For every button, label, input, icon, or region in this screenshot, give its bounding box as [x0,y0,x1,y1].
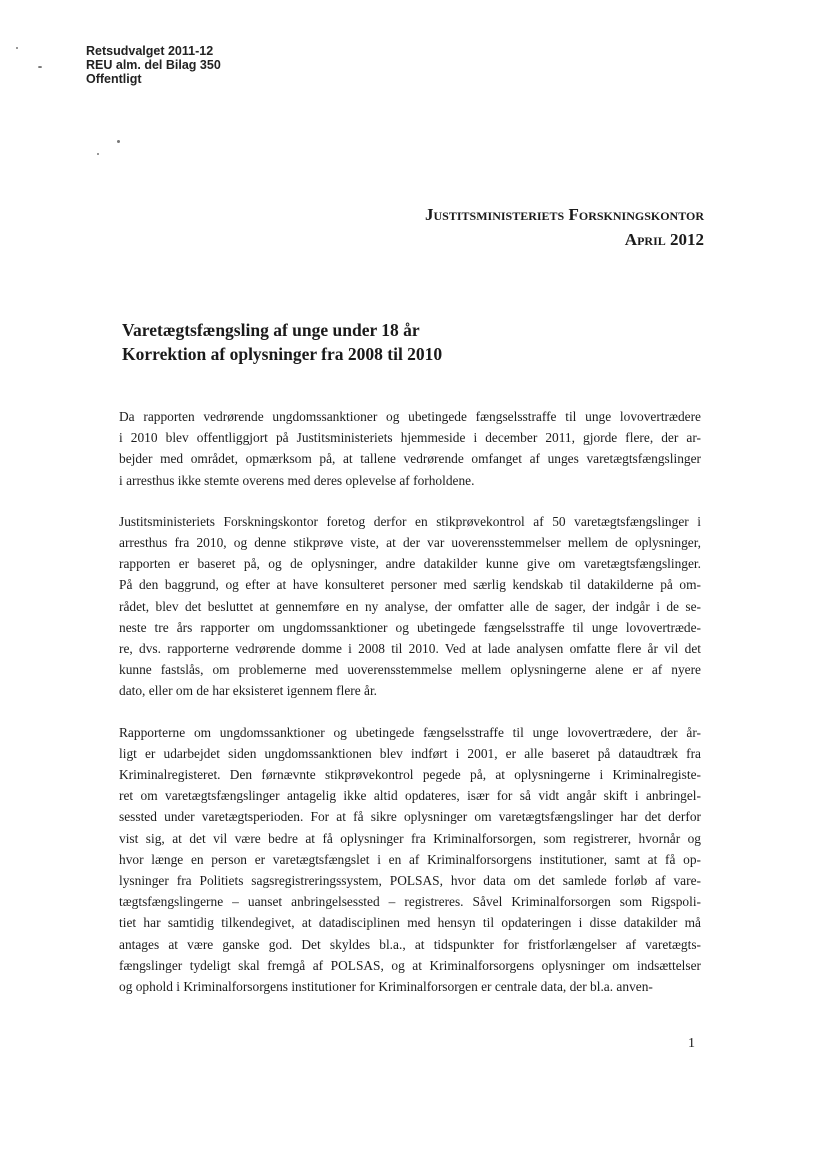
document-body [119,406,701,1017]
scan-speck [97,153,99,155]
paragraph-line: rådet, blev det besluttet at gennemføre en ny analyse, der omfatter alle de sager, der indgår i de se- [119,598,701,614]
paragraph-line: og ophold i Kriminalforsorgens institutioner for Kriminalforsorgen er centrale data, der bl.a. anven- [119,979,653,995]
page-number: 1 [688,1036,695,1051]
paragraph-line: Da rapporten vedrørende ungdomssanktioner og ubetingede fængselsstraffe til unge lovovertrædere [119,409,701,424]
document-title [122,318,442,366]
paragraph-line: På den baggrund, og efter at have konsulteret personer med særlig kendskab til datakilderne på om- [119,577,701,593]
paragraph-line: arresthus fra 2010, og denne stikprøve viste, at der var uoverensstemmelser mellem de oplysninger, [119,535,701,551]
paragraph-line: neste tre års rapporter om ungdomssanktioner og ubetingede fængselsstraffe til unge lovovertræde- [119,619,701,635]
paragraph-line: rapporten er baseret på, og de oplysninger, andre datakilder kunne give om varetægtsfængslinger. [119,556,701,572]
body-paragraph [119,406,701,491]
paragraph-line: i arresthus ikke stemte overens med deres oplevelse af forholdene. [119,472,475,488]
office-name: Justitsministeriets Forskningskontor [425,205,704,224]
scan-speck [16,47,18,49]
paragraph-line: fængslinger tydeligt skal fremgå af POLSAS, og at Kriminalforsorgens oplysninger om indsættelser [119,957,701,973]
paragraph-line: i 2010 blev offentliggjort på Justitsministeriets hjemmeside i december 2011, gjorde flere, der ar- [119,430,701,446]
paragraph-line: ret om varetægtsfængslinger antagelig ikke altid opdateres, især for så vidt angår skift i anbringel- [119,788,701,804]
title-line-2: Korrektion af oplysninger fra 2008 til 2010 [122,344,443,364]
body-paragraph [119,511,701,702]
body-paragraph [119,722,701,998]
paragraph-line: ligt er udarbejdet siden ungdomssanktionen blev indført i 2001, er alle baseret på dataudtræk fra [119,745,701,761]
stamp-status: Offentligt [86,72,142,86]
paragraph-line: tiet har samtidig tilkendegivet, at datadisciplinen med hensyn til opdateringen i disse datakilder må [119,915,701,931]
paragraph-line: sessted under varetægtsperioden. For at få sikre oplysninger om varetægtsfængslinger har det derfor [119,809,701,825]
paragraph-line: Rapporterne om ungdomssanktioner og ubetingede fængselsstraffe til unge lovovertrædere, der år- [119,724,701,740]
paragraph-line: lysninger fra Politiets sagsregistreringssystem, POLSAS, hvor data om det samlede forløb af vare- [119,873,701,889]
paragraph-line: re, dvs. rapporterne vedrørende domme i 2008 til 2010. Ved at lade analysen omfatte flere år vil det [119,641,701,657]
paragraph-line: Justitsministeriets Forskningskontor foretog derfor en stikprøvekontrol af 50 varetægtsfængslinger i [119,513,701,529]
paragraph-line: tægtsfængslingerne – uanset anbringelsessted – registreres. Såvel Kriminalforsorgen som Rigspoli- [119,894,701,910]
paragraph-line: hvor længe en person er varetægtsfængslet i en af Kriminalforsorgens institutioner, samt at få op- [119,851,701,867]
paragraph-line: bejder med området, opmærksom på, at tallene vedrørende omfanget af unges varetægtsfængslinger [119,451,701,467]
title-line-1: Varetægtsfængsling af unge under 18 år [122,320,420,340]
paragraph-line: Kriminalregisteret. Den førnævnte stikprøvekontrol pegede på, at oplysningerne i Kriminalregiste- [119,767,701,783]
scan-speck [117,140,120,143]
document-date: April 2012 [624,230,704,249]
paragraph-line: kunne fastslås, om problemerne med uoverensstemmelse mellem oplysningerne alene er af nyere [119,662,701,678]
paragraph-line: vist sig, at det vil være bedre at få oplysninger fra Kriminalforsorgen, som registrerer, hvornår og [119,830,701,846]
scan-speck [38,66,42,68]
document-header [425,202,704,252]
paragraph-line: dato, eller om de har eksisteret igennem flere år. [119,683,378,699]
registry-stamp [86,44,221,86]
paragraph-line: antages at være ganske god. Det skyldes bl.a., at tidspunkter for fristforlængelser af varetægts- [119,936,701,952]
stamp-reference: REU alm. del Bilag 350 [86,58,221,72]
stamp-committee: Retsudvalget 2011-12 [86,44,214,58]
